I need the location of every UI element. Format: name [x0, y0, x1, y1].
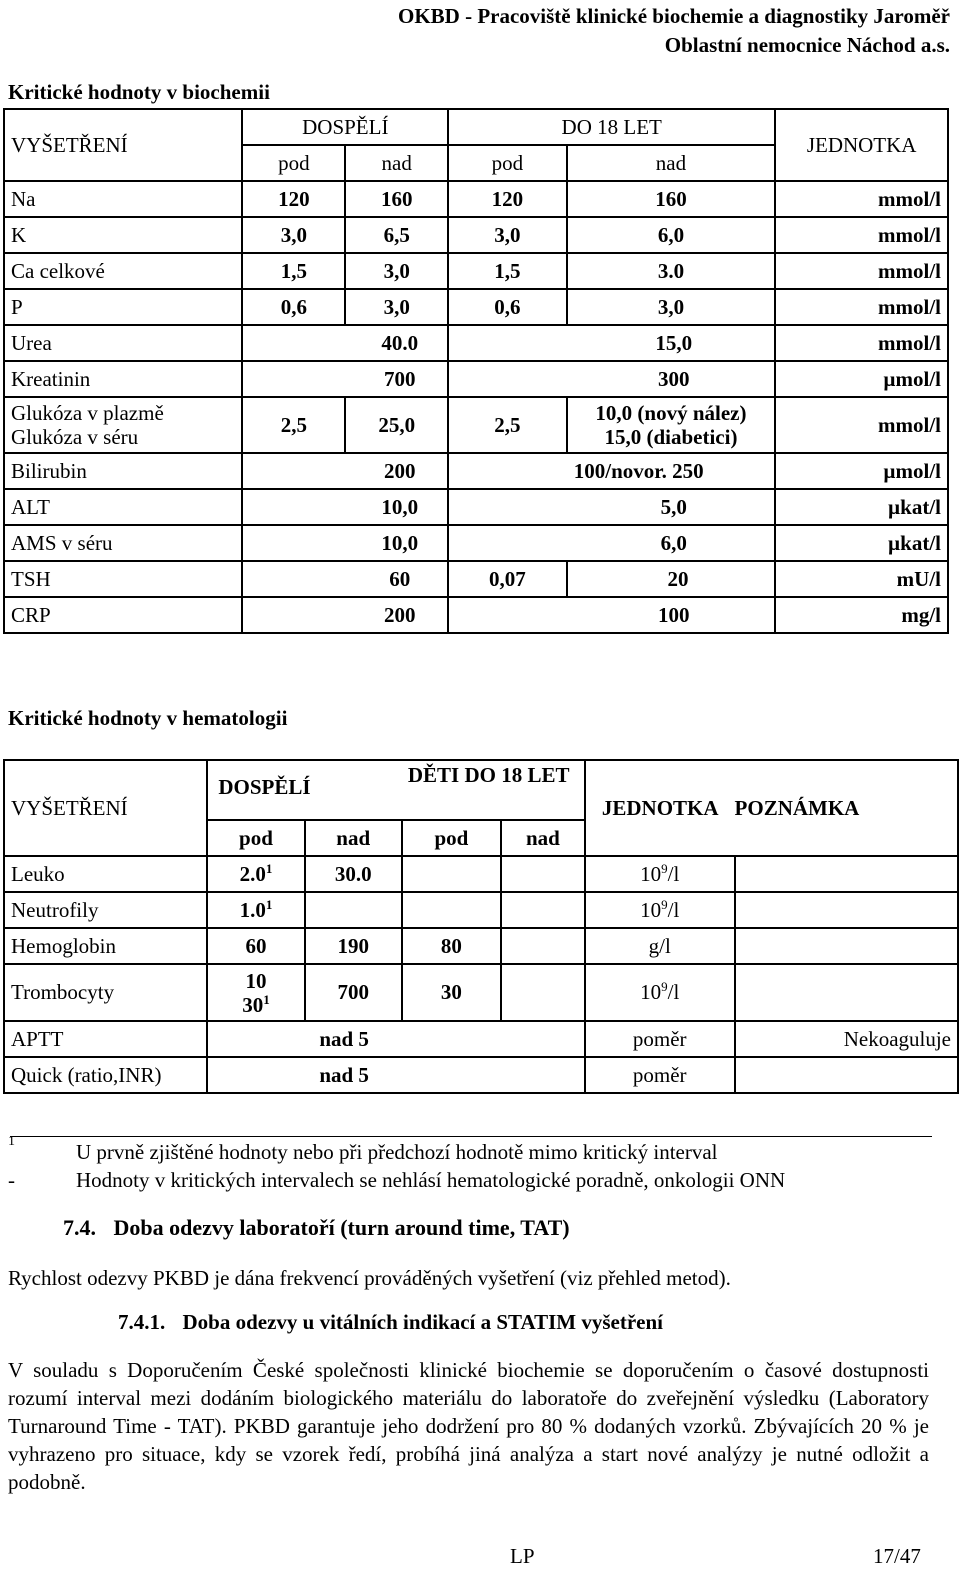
- footnote-mark: 1: [265, 860, 273, 876]
- row-label: Neutrofily: [4, 892, 207, 928]
- value-cell: [567, 397, 776, 453]
- hematology-title: Kritické hodnoty v hematologii: [8, 706, 288, 730]
- subsection-number: 7.4.1.: [118, 1310, 166, 1334]
- note-cell: [735, 964, 958, 1021]
- unit-cell: mg/l: [775, 597, 948, 633]
- table-row: [4, 289, 948, 325]
- note-cell: [735, 856, 958, 892]
- header-deti-text: DĚTI DO 18 LET: [407, 763, 570, 787]
- label-line: Glukóza v plazmě: [11, 401, 164, 425]
- header-poznamka: POZNÁMKA: [735, 760, 958, 856]
- row-label-glukoza: [4, 397, 242, 453]
- value-cell: 200: [242, 597, 448, 633]
- table-row: [4, 181, 948, 217]
- table-row: [4, 489, 948, 525]
- unit-text: 10: [640, 980, 662, 1004]
- section-title: Doba odezvy laboratoří (turn around time, TAT): [113, 1215, 570, 1240]
- page-number: 17/47: [873, 1544, 921, 1568]
- header-dospeli: DOSPĚLÍ: [207, 760, 402, 820]
- value-cell: 190: [305, 928, 402, 964]
- value-cell: 80: [402, 928, 501, 964]
- row-label: ALT: [4, 489, 242, 525]
- footnote-mark: -: [8, 1168, 15, 1192]
- unit-suffix: /l: [667, 980, 680, 1004]
- header-line-1: OKBD - Pracoviště klinické biochemie a diagnostiky Jaroměř: [398, 4, 950, 28]
- unit-cell: µkat/l: [775, 489, 948, 525]
- table-row: [4, 397, 948, 453]
- value-cell: 3,0: [567, 289, 776, 325]
- table-row: [4, 892, 958, 928]
- table-row: [4, 1021, 958, 1057]
- value-cell: 5,0: [448, 489, 775, 525]
- value-cell: 700: [305, 964, 402, 1021]
- value-cell: [501, 892, 585, 928]
- header-line-2: Oblastní nemocnice Náchod a.s.: [664, 33, 950, 57]
- value-cell: 200: [242, 453, 448, 489]
- value-cell: 100: [448, 597, 775, 633]
- row-label: Bilirubin: [4, 453, 242, 489]
- unit-cell: g/l: [585, 928, 735, 964]
- unit-cell: µmol/l: [775, 361, 948, 397]
- header-vysetreni: VYŠETŘENÍ: [4, 760, 207, 856]
- unit-suffix: /l: [667, 897, 680, 922]
- biochemistry-table: [3, 108, 949, 634]
- row-label: Urea: [4, 325, 242, 361]
- footnote-text: U prvně zjištěné hodnoty nebo při předchozí hodnotě mimo kritický interval: [76, 1140, 718, 1164]
- row-label: Ca celkové: [4, 253, 242, 289]
- value-cell: 6,5: [345, 217, 448, 253]
- unit-text: 10: [640, 861, 662, 886]
- footnote-mark: 1: [265, 896, 273, 912]
- value-cell: 3,0: [242, 217, 345, 253]
- section-number: 7.4.: [63, 1215, 96, 1240]
- unit-exponent: 9: [661, 896, 668, 912]
- value-text: 30: [242, 992, 264, 1017]
- table-row: [4, 217, 948, 253]
- value-cell: 40.0: [242, 325, 448, 361]
- footer-left: LP: [510, 1544, 535, 1568]
- row-label: Trombocyty: [4, 964, 207, 1021]
- value-cell: 160: [567, 181, 776, 217]
- value-cell: 3,0: [345, 253, 448, 289]
- unit-exponent: 9: [661, 979, 668, 994]
- unit-text: 10: [640, 897, 662, 922]
- table-row: [4, 964, 958, 1021]
- header-pod: pod: [242, 145, 345, 181]
- row-label: Na: [4, 181, 242, 217]
- footnote-text: Hodnoty v kritických intervalech se nehlásí hematologické poradně, onkologii ONN: [76, 1168, 786, 1192]
- note-cell: [735, 1057, 958, 1093]
- unit-cell: mmol/l: [775, 253, 948, 289]
- biochemistry-title: Kritické hodnoty v biochemii: [8, 80, 270, 104]
- value-cell: [402, 892, 501, 928]
- header-deti: [402, 760, 585, 820]
- value-cell: 160: [345, 181, 448, 217]
- table-row: [4, 561, 948, 597]
- value-cell: 700: [242, 361, 448, 397]
- value-cell: 15,0: [448, 325, 775, 361]
- row-label: P: [4, 289, 242, 325]
- value-cell: 3,0: [448, 217, 567, 253]
- table-row: [4, 928, 958, 964]
- table-row: [4, 361, 948, 397]
- row-label: CRP: [4, 597, 242, 633]
- value-cell: 2,5: [242, 397, 345, 453]
- footnote-mark: 1: [263, 991, 270, 1007]
- header-vysetreni: VYŠETŘENÍ: [4, 109, 242, 181]
- unit-suffix: /l: [667, 861, 680, 886]
- header-nad: nad: [305, 820, 402, 856]
- value-cell: [305, 892, 402, 928]
- value-cell: [207, 892, 304, 928]
- value-line: 15,0 (diabetici): [604, 425, 738, 449]
- unit-cell: poměr: [585, 1021, 735, 1057]
- value-cell: 1,5: [242, 253, 345, 289]
- row-label: TSH: [4, 561, 242, 597]
- section-heading: [63, 1215, 570, 1241]
- value-cell: 60: [207, 928, 304, 964]
- unit-cell: mmol/l: [775, 217, 948, 253]
- label-line: Glukóza v séru: [11, 425, 139, 449]
- paragraph-2: V souladu s Doporučením České společnosti klinické biochemie se doporučením o časové dostupnosti rozumí interval mezi dodáním biologického materiálu do laboratoře do zveřejnění výsledku (Laboratory Turnaround Time - TAT). PKBD garantuje jeho dodržení pro 80 % dodaných vzorků. Zbývajících 20 % je vyhrazeno pro situace, kdy se vzorek ředí, probíhá jiná analýza a start nové analýzy je nutné odložit a podobně.: [8, 1358, 929, 1494]
- hematology-table: [3, 759, 959, 1094]
- unit-exponent: 9: [661, 860, 668, 876]
- unit-cell: µmol/l: [775, 453, 948, 489]
- value-cell: 6,0: [448, 525, 775, 561]
- value-cell: 120: [448, 181, 567, 217]
- row-label: Leuko: [4, 856, 207, 892]
- unit-cell: mmol/l: [775, 397, 948, 453]
- subsection-title: Doba odezvy u vitálních indikací a STATIM vyšetření: [182, 1310, 664, 1334]
- value-cell: 30: [402, 964, 501, 1021]
- value-text: 2.0: [239, 861, 266, 886]
- header-pod: pod: [402, 820, 501, 856]
- table-row: [4, 253, 948, 289]
- header-do18: DO 18 LET: [448, 109, 775, 145]
- table-row: [4, 597, 948, 633]
- header-jednotka: JEDNOTKA: [585, 760, 735, 856]
- unit-cell: µkat/l: [775, 525, 948, 561]
- footnote-divider: [10, 1136, 932, 1137]
- header-nad: nad: [567, 145, 776, 181]
- row-label: Quick (ratio,INR): [4, 1057, 207, 1093]
- header-pod: pod: [448, 145, 567, 181]
- value-cell: 0,6: [242, 289, 345, 325]
- table-header-row: [4, 760, 958, 820]
- unit-cell: [585, 964, 735, 1021]
- header-pod: pod: [207, 820, 304, 856]
- value-cell: [501, 856, 585, 892]
- row-label: K: [4, 217, 242, 253]
- value-cell: [402, 856, 501, 892]
- value-cell: 60: [242, 561, 448, 597]
- table-row: [4, 856, 958, 892]
- value-cell: nad 5: [207, 1057, 585, 1093]
- value-cell: 30.0: [305, 856, 402, 892]
- unit-cell: mmol/l: [775, 325, 948, 361]
- subsection-heading: [118, 1310, 663, 1335]
- value-cell: 0,6: [448, 289, 567, 325]
- value-line: 10,0 (nový nález): [595, 401, 747, 425]
- table-row: [4, 453, 948, 489]
- unit-cell: mmol/l: [775, 181, 948, 217]
- row-label: APTT: [4, 1021, 207, 1057]
- row-label: AMS v séru: [4, 525, 242, 561]
- value-cell: 0,07: [448, 561, 567, 597]
- value-cell: 10,0: [242, 489, 448, 525]
- value-cell: 6,0: [567, 217, 776, 253]
- table-row: [4, 525, 948, 561]
- table-row: [4, 325, 948, 361]
- table-header-row: [4, 109, 948, 145]
- value-line: 10: [245, 968, 267, 993]
- value-cell: [207, 856, 304, 892]
- unit-cell: mmol/l: [775, 289, 948, 325]
- value-cell: [207, 964, 304, 1021]
- unit-cell: [585, 892, 735, 928]
- footnote-mark: 1: [8, 1134, 15, 1149]
- note-cell: [735, 892, 958, 928]
- unit-cell: mU/l: [775, 561, 948, 597]
- value-cell: 2,5: [448, 397, 567, 453]
- header-jednotka: JEDNOTKA: [775, 109, 948, 181]
- value-cell: 100/novor. 250: [448, 453, 775, 489]
- value-cell: 1,5: [448, 253, 567, 289]
- footnote-1: [8, 1134, 718, 1164]
- table-row: [4, 1057, 958, 1093]
- note-cell: Nekoaguluje: [735, 1021, 958, 1057]
- unit-cell: [585, 856, 735, 892]
- value-cell: 3,0: [345, 289, 448, 325]
- value-cell: [501, 928, 585, 964]
- value-cell: 10,0: [242, 525, 448, 561]
- value-text: 1.0: [239, 897, 266, 922]
- header-nad: nad: [501, 820, 585, 856]
- value-line: [214, 993, 297, 1017]
- header-dospeli: DOSPĚLÍ: [242, 109, 448, 145]
- value-cell: 25,0: [345, 397, 448, 453]
- value-cell: [501, 964, 585, 1021]
- value-cell: 20: [567, 561, 776, 597]
- footnote-2: [8, 1168, 786, 1193]
- value-cell: nad 5: [207, 1021, 585, 1057]
- value-cell: 120: [242, 181, 345, 217]
- value-cell: 3.0: [567, 253, 776, 289]
- paragraph-1: Rychlost odezvy PKBD je dána frekvencí prováděných vyšetření (viz přehled metod).: [8, 1266, 731, 1290]
- unit-cell: poměr: [585, 1057, 735, 1093]
- header-nad: nad: [345, 145, 448, 181]
- row-label: Kreatinin: [4, 361, 242, 397]
- row-label: Hemoglobin: [4, 928, 207, 964]
- value-cell: 300: [448, 361, 775, 397]
- page-header: [398, 2, 950, 60]
- note-cell: [735, 928, 958, 964]
